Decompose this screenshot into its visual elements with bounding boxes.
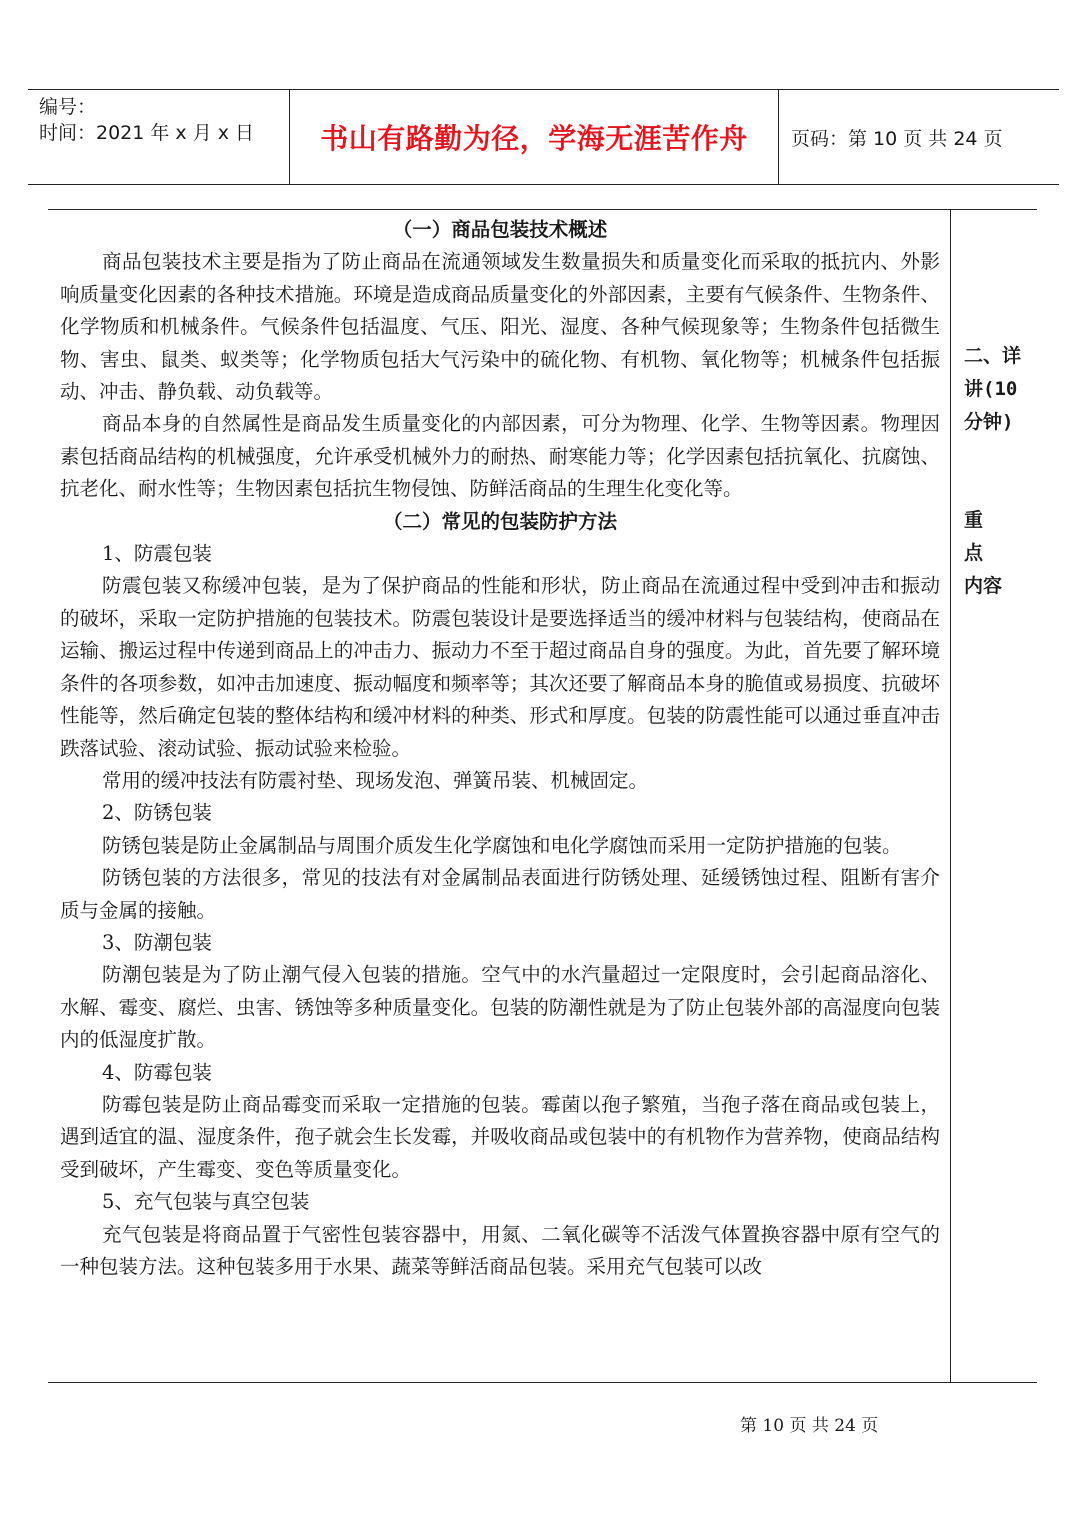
paragraph: 1、防震包装 [102,542,212,566]
side-line-4: 重 点 [964,509,996,564]
paragraph: 3、防潮包装 [102,930,212,954]
main-content-cell [48,210,951,1382]
paragraph: 防锈包装是防止金属制品与周围介质发生化学腐蚀和电化学腐蚀而采用一定防护措施的包装。 [102,833,902,857]
number-label: 编号： [39,96,97,118]
paragraph: 防震包装又称缓冲包装，是为了保护商品的性能和形状，防止商品在流通过程中受到冲击和振动的破坏，采取一定防护措施的包装技术。防震包装设计是要选择适当的缓冲材料与包装结构，使商品在运输、搬运过程中传递到商品上的冲击力、振动力不至于超过商品自身的强度。为此，首先要了解环境条件的各项参数，如冲击加速度、振动幅度和频率等；其次还要了解商品本身的脆值或易损度、抗破坏性能等，然后确定包装的整体结构和缓冲材料的种类、形式和厚度。包装的防震性能可以通过垂直冲击跌落试验、滚动试验、振动试验来检验。 [60,574,940,760]
page-footer: 第 10 页 共 24 页 [740,1416,879,1436]
paragraph: 商品本身的自然属性是商品发生质量变化的内部因素，可分为物理、化学、生物等因素。物理因素包括商品结构的机械强度，允许承受机械外力的耐热、耐寒能力等；化学因素包括抗氧化、抗腐蚀、抗老化、耐水性等；生物因素包括抗生物侵蚀、防鲜活商品的生理生化变化等。 [60,412,940,501]
section-heading: （一）商品包装技术概述 [392,218,608,241]
paragraph: 常用的缓冲技法有防震衬垫、现场发泡、弹簧吊装、机械固定。 [102,768,649,792]
paragraph: 防潮包装是为了防止潮气侵入包装的措施。空气中的水汽量超过一定限度时，会引起商品溶化、水解、霉变、腐烂、虫害、锈蚀等多种质量变化。包装的防潮性就是为了防止包装外部的高湿度向包装内的低湿度扩散。 [60,963,940,1052]
side-line-3: 分钟) [964,411,1014,433]
side-line-5: 内容 [964,575,1003,597]
paragraph: 防锈包装的方法很多，常见的技法有对金属制品表面进行防锈处理、延缓锈蚀过程、阻断有害介质与金属的接触。 [60,866,940,922]
side-line-1: 二、详 [964,345,1022,367]
side-line-2: 讲(10 [964,378,1018,400]
lesson-table [48,209,1037,1383]
header-table [28,89,1059,185]
content-body [60,214,940,1283]
paragraph: 2、防锈包装 [102,801,212,825]
paragraph: 5、充气包装与真空包装 [102,1190,310,1214]
header-meta [28,90,290,184]
paragraph: 防霉包装是防止商品霉变而采取一定措施的包装。霉菌以孢子繁殖，当孢子落在商品或包装上，遇到适宜的温、湿度条件，孢子就会生长发霉，并吸收商品或包装中的有机物作为营养物，使商品结构受到破坏，产生霉变、变色等质量变化。 [60,1092,940,1181]
motto: 书山有路勤为径，学海无涯苦作舟 [290,90,779,184]
section-heading: （二）常见的包装防护方法 [382,509,617,533]
paragraph: 商品包装技术主要是指为了防止商品在流通领域发生数量损失和质量变化而采取的抵抗内、外影响质量变化因素的各种技术措施。环境是造成商品质量变化的外部因素，主要有气候条件、生物条件、化学物质和机械条件。气候条件包括温度、气压、阳光、湿度、各种气候现象等；生物条件包括微生物、害虫、鼠类、蚁类等；化学物质包括大气污染中的硫化物、有机物、氧化物等；机械条件包括振动、冲击、静负载、动负载等。 [60,250,940,404]
side-note-cell [952,210,1037,1382]
paragraph: 充气包装是将商品置于气密性包装容器中，用氮、二氧化碳等不活泼气体置换容器中原有空气的一种包装方法。这种包装多用于水果、蔬菜等鲜活商品包装。采用充气包装可以改 [60,1222,940,1278]
paragraph: 4、防霉包装 [102,1060,212,1084]
page-info: 页码：第 10 页 共 24 页 [791,127,1003,150]
time-label: 时间：2021 年 x 月 x 日 [39,122,255,144]
